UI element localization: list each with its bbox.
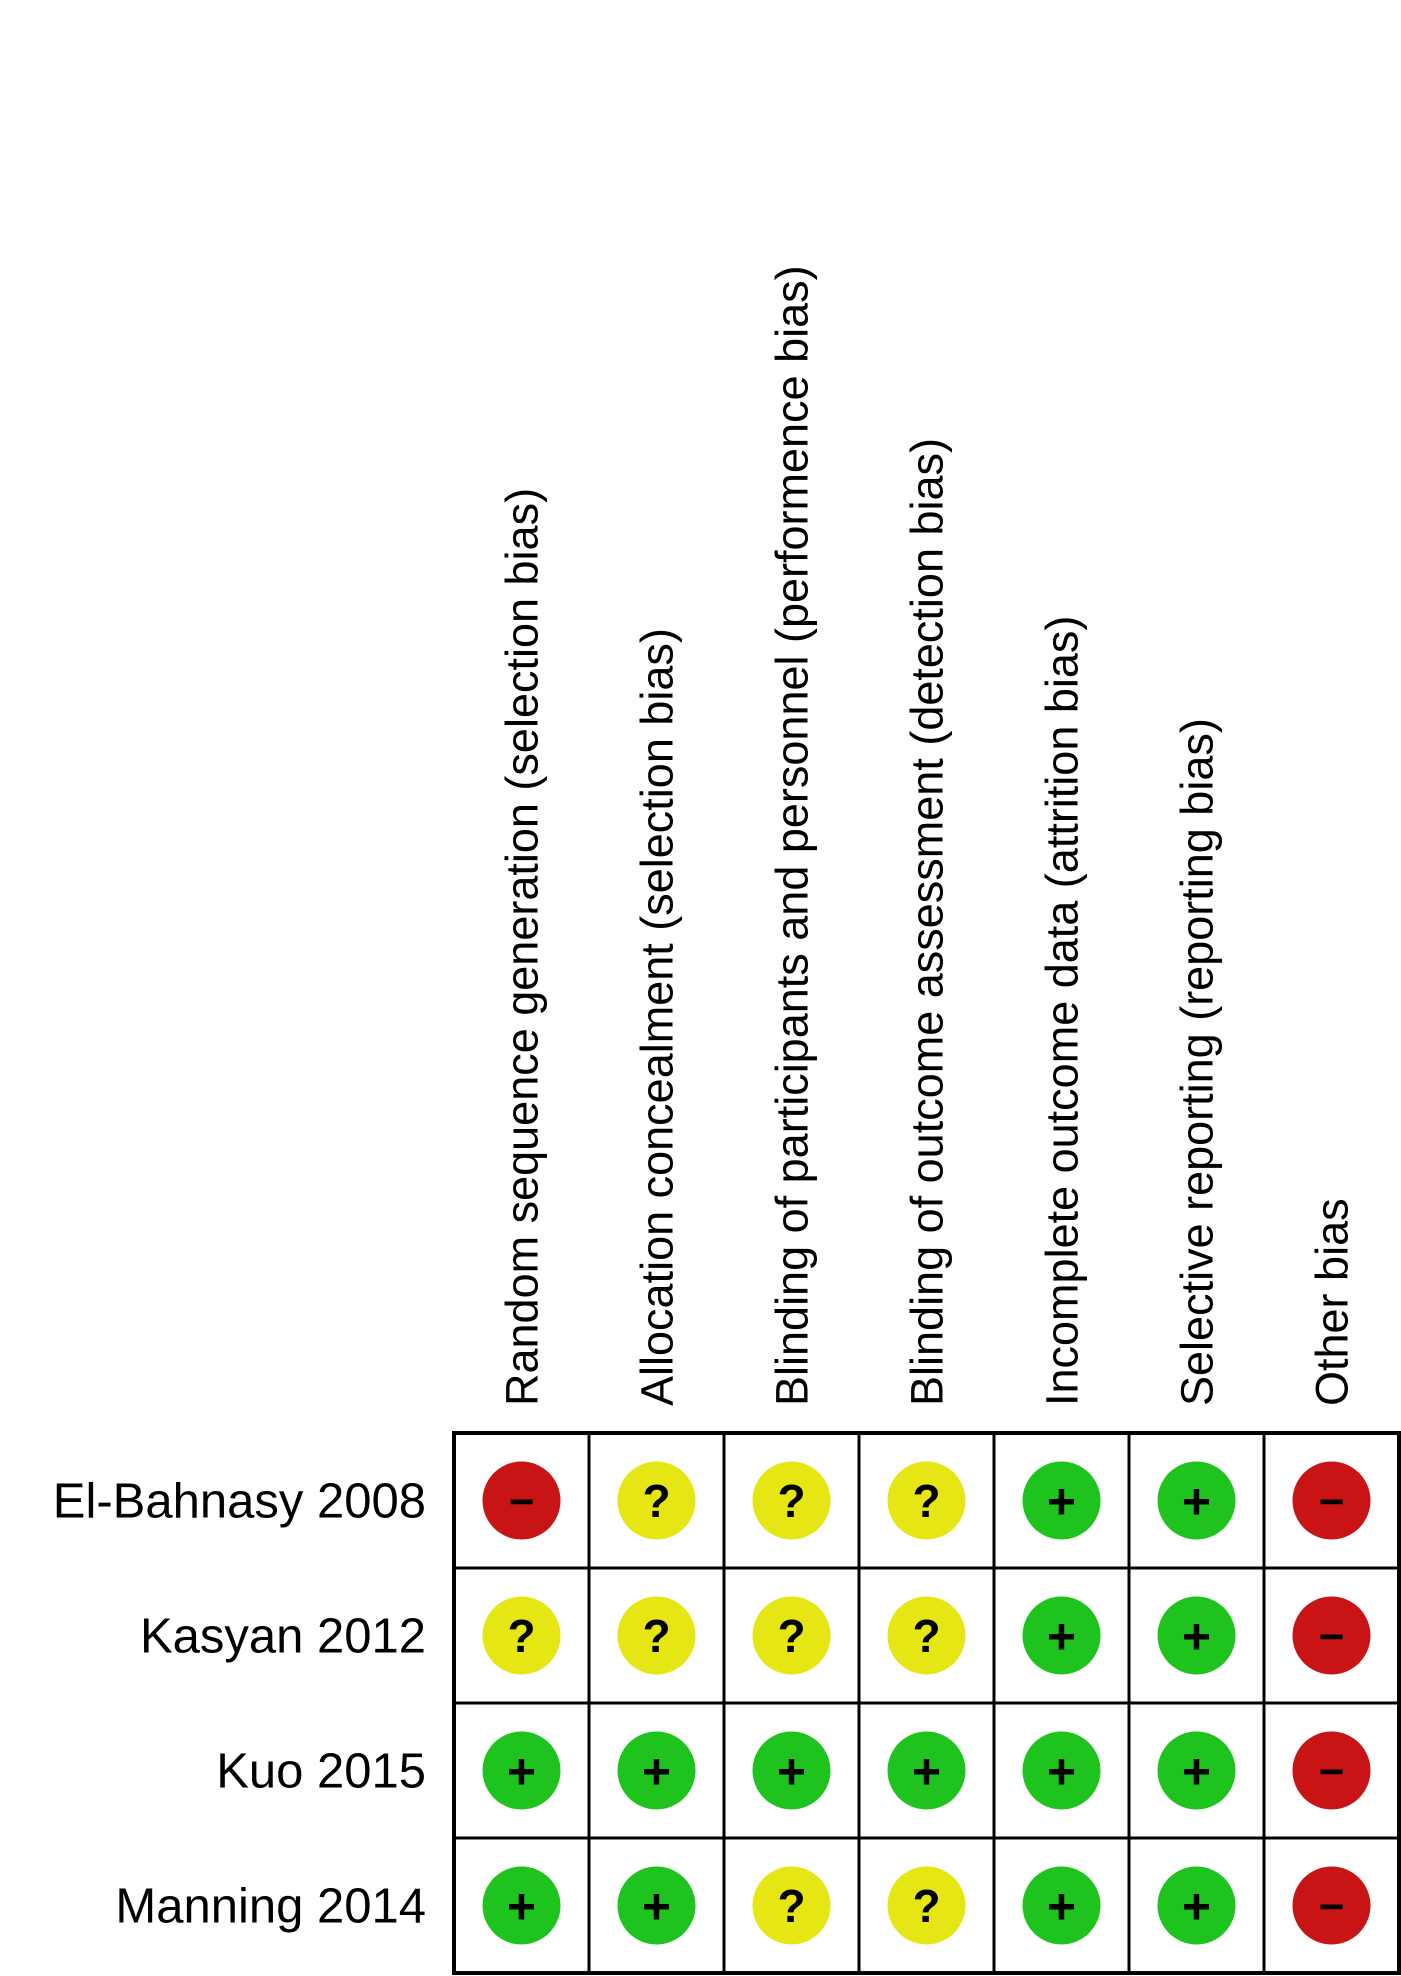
column-label-4: Blinding of outcome assessment (detection bias): [901, 437, 953, 1406]
rating-cell-low-risk: [483, 1867, 561, 1945]
column-label-3: Blinding of participants and personnel (performence bias): [766, 265, 818, 1406]
unclear-risk-symbol: ?: [912, 1610, 941, 1663]
rating-cell-low-risk: [1158, 1732, 1236, 1810]
row-label-study: El-Bahnasy 2008: [52, 1474, 426, 1529]
low-risk-symbol: +: [1046, 1743, 1077, 1800]
rating-cell-low-risk: [1023, 1732, 1101, 1810]
rating-cell-unclear-risk: [753, 1867, 831, 1945]
rating-cell-unclear-risk: [618, 1597, 696, 1675]
column-label-6: Selective reporting (reporting bias): [1171, 718, 1223, 1406]
rating-cell-high-risk: [483, 1462, 561, 1540]
low-risk-symbol: +: [1046, 1608, 1077, 1665]
rating-cell-low-risk: [888, 1732, 966, 1810]
column-label-1: Random sequence generation (selection bias): [496, 487, 548, 1406]
rating-cell-low-risk: [483, 1732, 561, 1810]
row-label-study: Kuo 2015: [216, 1744, 426, 1799]
low-risk-symbol: +: [1181, 1878, 1212, 1935]
low-risk-symbol: +: [1046, 1878, 1077, 1935]
column-label-7: Other bias: [1306, 1198, 1358, 1406]
rating-cell-high-risk: [1293, 1867, 1371, 1945]
row-label-study: Manning 2014: [115, 1879, 426, 1934]
column-labels: [497, 265, 1358, 1406]
low-risk-symbol: +: [1181, 1608, 1212, 1665]
unclear-risk-symbol: ?: [912, 1880, 941, 1933]
rating-cell-unclear-risk: [888, 1867, 966, 1945]
unclear-risk-symbol: ?: [777, 1880, 806, 1933]
rating-cell-unclear-risk: [753, 1462, 831, 1540]
rating-cell-unclear-risk: [753, 1597, 831, 1675]
rating-cell-low-risk: [1158, 1597, 1236, 1675]
unclear-risk-symbol: ?: [777, 1475, 806, 1528]
rating-cell-low-risk: [1023, 1867, 1101, 1945]
rating-cell-high-risk: [1293, 1462, 1371, 1540]
unclear-risk-symbol: ?: [642, 1475, 671, 1528]
high-risk-symbol: −: [1318, 1612, 1345, 1662]
rating-cell-high-risk: [1293, 1732, 1371, 1810]
high-risk-symbol: −: [1318, 1882, 1345, 1932]
rating-cell-unclear-risk: [618, 1462, 696, 1540]
column-label-5: Incomplete outcome data (attrition bias): [1036, 615, 1088, 1406]
rating-cell-unclear-risk: [888, 1597, 966, 1675]
rating-cell-low-risk: [1158, 1462, 1236, 1540]
unclear-risk-symbol: ?: [642, 1610, 671, 1663]
rating-cell-low-risk: [1023, 1597, 1101, 1675]
rating-cell-unclear-risk: [888, 1462, 966, 1540]
unclear-risk-symbol: ?: [507, 1610, 536, 1663]
low-risk-symbol: +: [911, 1743, 942, 1800]
high-risk-symbol: −: [1318, 1747, 1345, 1797]
rating-cell-low-risk: [1023, 1462, 1101, 1540]
high-risk-symbol: −: [1318, 1477, 1345, 1527]
rating-cell-unclear-risk: [483, 1597, 561, 1675]
column-label-2: Allocation concealment (selection bias): [631, 628, 683, 1406]
rating-cell-high-risk: [1293, 1597, 1371, 1675]
low-risk-symbol: +: [506, 1743, 537, 1800]
row-label-study: Kasyan 2012: [139, 1609, 426, 1664]
rating-cell-low-risk: [753, 1732, 831, 1810]
low-risk-symbol: +: [506, 1878, 537, 1935]
rating-cell-low-risk: [618, 1867, 696, 1945]
unclear-risk-symbol: ?: [777, 1610, 806, 1663]
low-risk-symbol: +: [776, 1743, 807, 1800]
low-risk-symbol: +: [641, 1743, 672, 1800]
row-labels: [53, 1475, 426, 1934]
low-risk-symbol: +: [641, 1878, 672, 1935]
low-risk-symbol: +: [1046, 1473, 1077, 1530]
rating-cell-low-risk: [1158, 1867, 1236, 1945]
rating-cell-low-risk: [618, 1732, 696, 1810]
high-risk-symbol: −: [508, 1477, 535, 1527]
unclear-risk-symbol: ?: [912, 1475, 941, 1528]
low-risk-symbol: +: [1181, 1473, 1212, 1530]
low-risk-symbol: +: [1181, 1743, 1212, 1800]
